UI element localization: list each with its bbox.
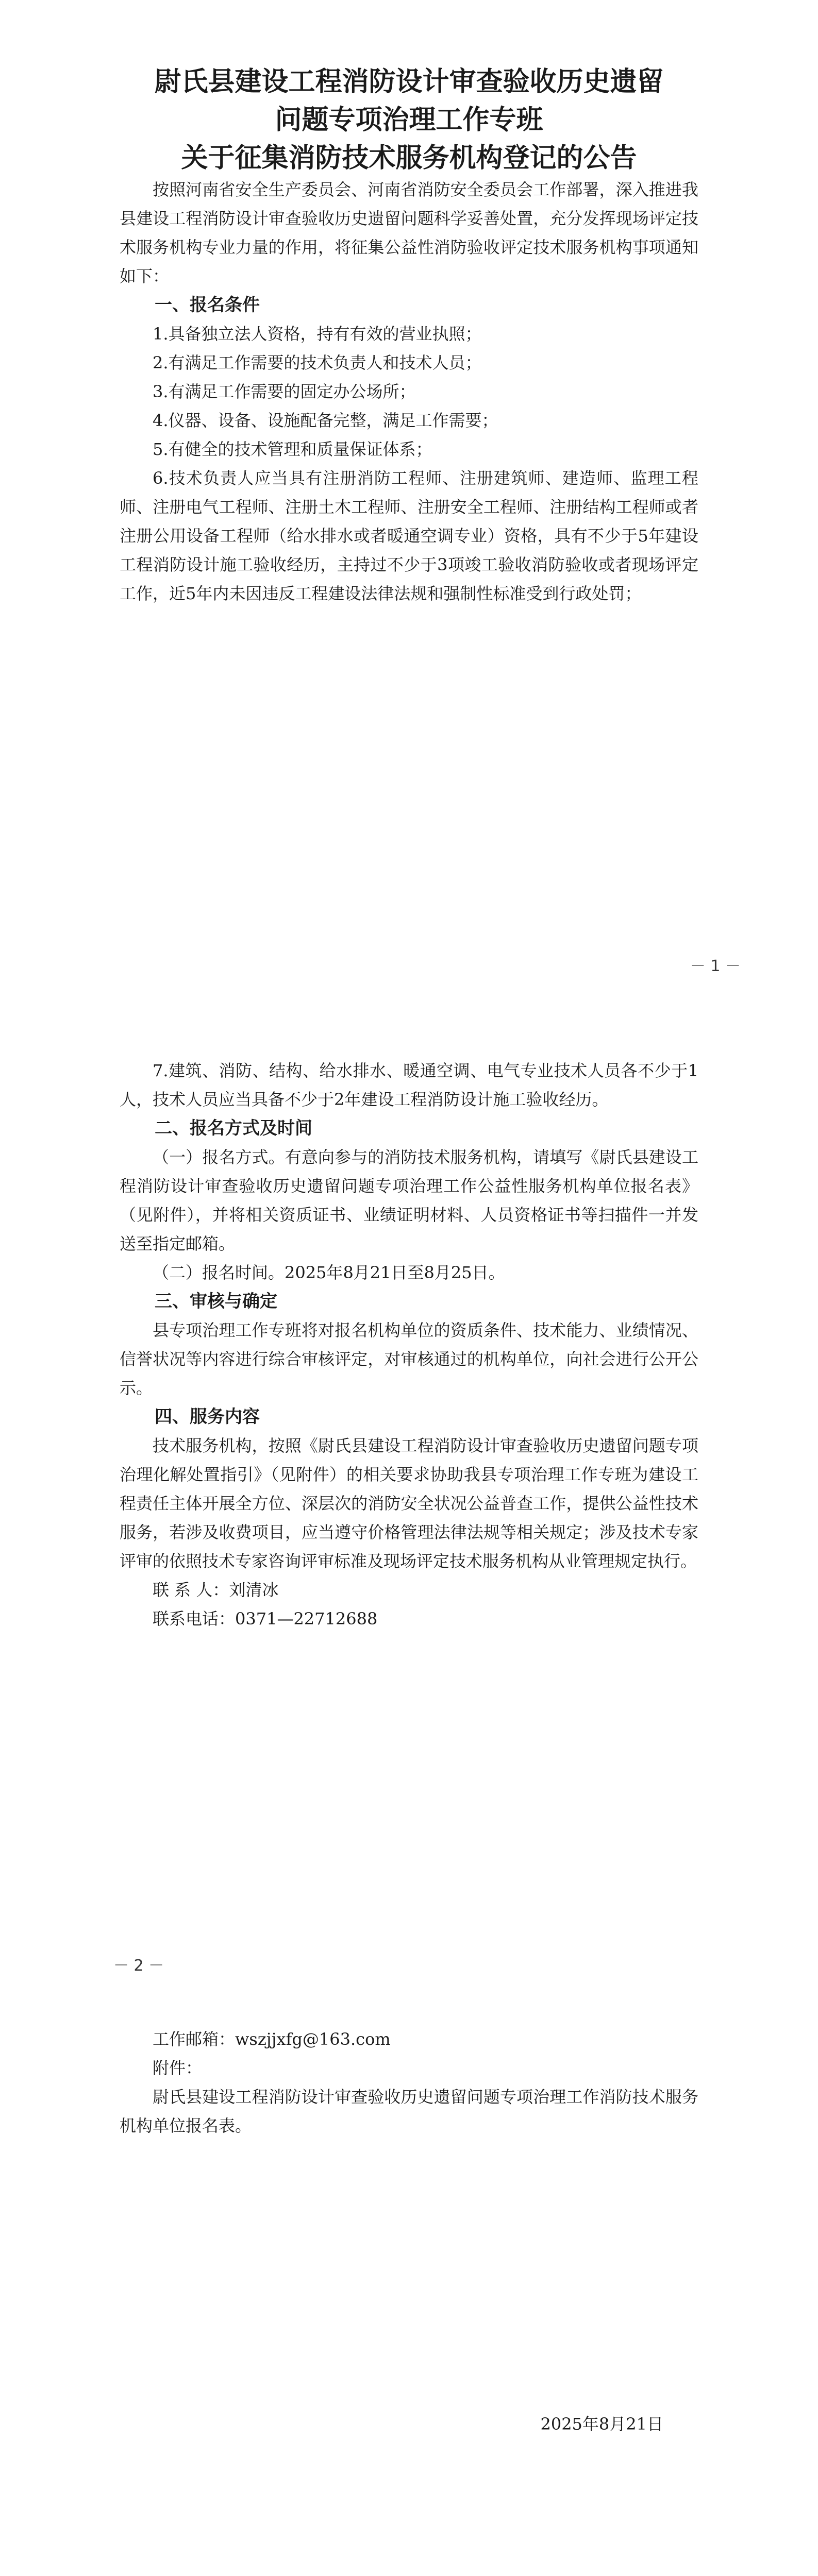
condition-item-7: 7.建筑、消防、结构、给水排水、暖通空调、电气专业技术人员各不少于1人，技术人员应当具备不少于2年建设工程消防设计施工验收经历。	[120, 1061, 698, 1109]
contact-email[interactable]: 工作邮箱：wszjjxfg@163.com	[153, 2029, 391, 2049]
page-number-1: － 1 －	[690, 957, 741, 975]
condition-item: 2.有满足工作需要的技术负责人和技术人员；	[153, 353, 482, 372]
page-3-body	[120, 2025, 698, 2140]
document-title	[0, 63, 818, 177]
condition-item: 5.有健全的技术管理和质量保证体系；	[153, 439, 432, 459]
title-line-2: 问题专项治理工作专班	[275, 105, 543, 135]
attachment-text: 尉氏县建设工程消防设计审查验收历史遗留问题专项治理工作消防技术服务机构单位报名表。	[120, 2087, 698, 2136]
page-3	[0, 1989, 818, 2576]
page-1	[0, 0, 818, 994]
condition-item: 3.有满足工作需要的固定办公场所；	[153, 382, 416, 401]
intro-paragraph: 按照河南省安全生产委员会、河南省消防安全委员会工作部署，深入推进我县建设工程消防设计审查验收历史遗留问题科学妥善处置，充分发挥现场评定技术服务机构专业力量的作用，将征集公益性消防验收评定技术服务机构事项通知如下：	[120, 180, 698, 286]
condition-item: 4.仪器、设备、设施配备完整，满足工作需要；	[153, 411, 498, 430]
review-paragraph: 县专项治理工作专班将对报名机构单位的资质条件、技术能力、业绩情况、信誉状况等内容进行综合审核评定，对审核通过的机构单位，向社会进行公开公示。	[120, 1320, 698, 1398]
condition-item: 6.技术负责人应当具有注册消防工程师、注册建筑师、建造师、监理工程师、注册电气工程师、注册土木工程师、注册安全工程师、注册结构工程师或者注册公用设备工程师（给水排水或者暖通空调专业）资格，具有不少于5年建设工程消防设计施工验收经历，主持过不少于3项竣工验收消防验收或者现场评定工作，近5年内未因违反工程建设法律法规和强制性标准受到行政处罚；	[120, 468, 698, 603]
contact-phone: 联系电话：0371—22712688	[153, 1609, 378, 1629]
issue-date: 2025年8月21日	[540, 2414, 663, 2434]
registration-method: （一）报名方式。有意向参与的消防技术服务机构，请填写《尉氏县建设工程消防设计审查验收历史遗留问题专项治理工作公益性服务机构单位报名表》（见附件），并将相关资质证书、业绩证明材料、人员资格证书等扫描件一并发送至指定邮箱。	[120, 1147, 698, 1253]
contact-person: 联 系 人：刘清冰	[153, 1580, 279, 1600]
registration-time: （二）报名时间。2025年8月21日至8月25日。	[153, 1263, 505, 1282]
page-2-body	[120, 1056, 698, 1633]
attachment-label: 附件：	[153, 2058, 203, 2078]
page-1-body	[120, 175, 698, 608]
service-paragraph: 技术服务机构，按照《尉氏县建设工程消防设计审查验收历史遗留问题专项治理化解处置指引》（见附件）的相关要求协助我县专项治理工作专班为建设工程责任主体开展全方位、深层次的消防安全状况公益普查工作，提供公益性技术服务，若涉及收费项目，应当遵守价格管理法律法规等相关规定；涉及技术专家评审的依照技术专家咨询评审标准及现场评定技术服务机构从业管理规定执行。	[120, 1436, 698, 1571]
title-line-1: 尉氏县建设工程消防设计审查验收历史遗留	[154, 66, 664, 97]
page-2	[0, 994, 818, 1989]
section-4-heading: 四、服务内容	[155, 1406, 260, 1427]
condition-item: 1.具备独立法人资格，持有有效的营业执照；	[153, 324, 482, 344]
section-3-heading: 三、审核与确定	[155, 1291, 277, 1312]
title-line-3: 关于征集消防技术服务机构登记的公告	[181, 143, 637, 174]
section-2-heading: 二、报名方式及时间	[155, 1118, 312, 1139]
section-1-heading: 一、报名条件	[155, 295, 260, 315]
page-number-2: － 2 －	[113, 1957, 164, 1975]
